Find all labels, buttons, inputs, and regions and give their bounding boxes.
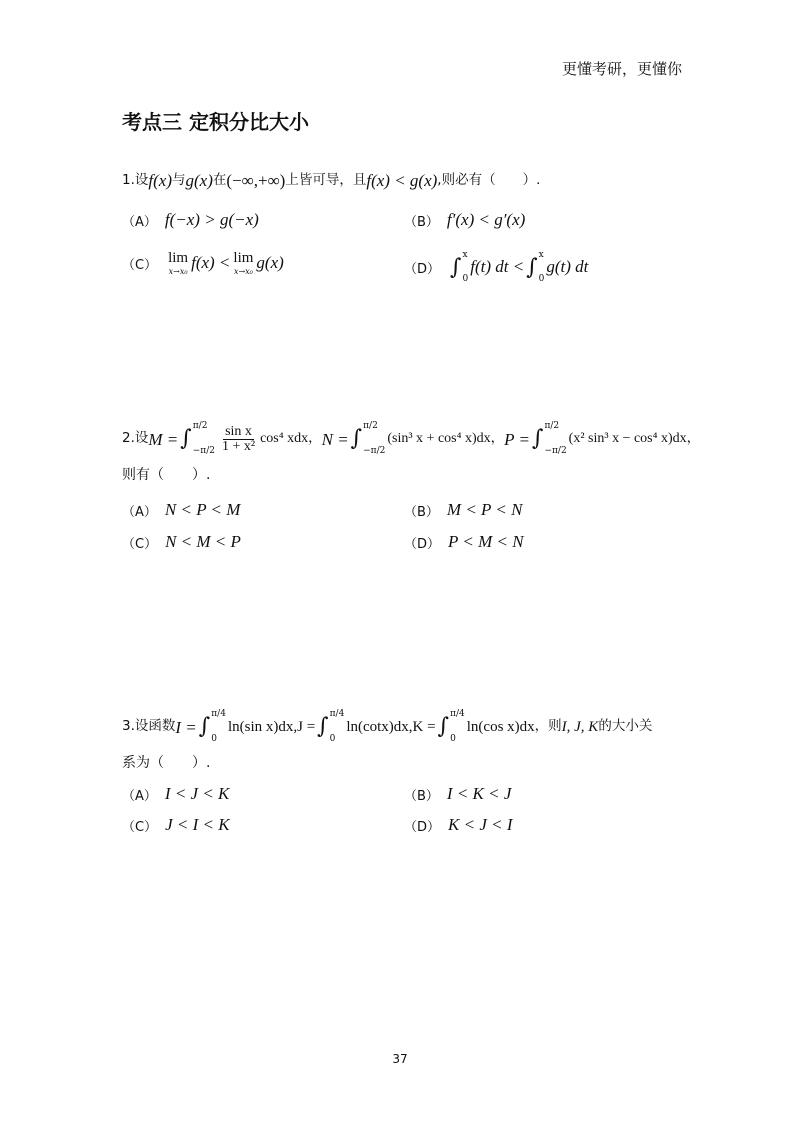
integral-sign: ∫ π/4 0	[437, 709, 465, 744]
integral-sign: ∫ π/2 −π/2	[180, 421, 215, 456]
question-1-option-b[interactable]: （B） f′(x) < g′(x)	[404, 210, 526, 230]
math-fx: f(x)	[148, 171, 172, 190]
integral-sign: ∫ x 0	[526, 250, 545, 284]
question-1	[122, 172, 692, 189]
integral-sign: ∫ π/2 −π/2	[350, 421, 386, 456]
limit-operator: lim x→x₀	[233, 250, 254, 276]
question-2-option-c[interactable]: （C） N < M < P	[122, 532, 241, 552]
integral-sign: ∫ π/4 0	[317, 709, 345, 744]
page-number: 37	[392, 1052, 408, 1066]
question-1-option-a[interactable]: （A） f(−x) > g(−x)	[122, 210, 259, 230]
question-2-option-b[interactable]: （B） M < P < N	[404, 500, 523, 520]
question-number: 1.	[122, 171, 135, 188]
question-1-option-d[interactable]: （D） ∫ x 0 f(t) dt < ∫ x 0 g(t) dt	[404, 250, 589, 284]
question-3-option-c[interactable]: （C） J < I < K	[122, 815, 230, 835]
math-condition: f(x) < g(x)	[366, 171, 438, 190]
question-2: 2. 设 M = ∫ π/2 −π/2 $\frac{\text{sin x}}{\text{1 + x²}}$ cos⁴ xdx ， N = ∫ π/2 −π/2 (sin³ x + cos⁴ x)dx ， P = ∫ π/2 −π/2 (x² sin³ x − cos⁴ x)dx ， 则有（ ）.	[122, 422, 722, 482]
question-3-option-d[interactable]: （D） K < J < I	[404, 815, 513, 835]
page-header: 更懂考研，更懂你	[561, 60, 682, 78]
integral-sign: ∫ π/2 −π/2	[531, 421, 567, 456]
question-2-stem: 2. 设 M = ∫ π/2 −π/2 $\frac{\text{sin x}}{\text{1 + x²}}$ cos⁴ xdx ， N = ∫ π/2 −π/2 (sin³ x + cos⁴ x)dx ， P = ∫ π/2 −π/2 (x² sin³ x − cos⁴ x)dx ，	[122, 421, 701, 456]
question-3-stem: 3. 设函数 I = ∫ π/4 0 ln(sin x)dx,J = ∫ π/4 0 ln(cotx)dx,K = ∫ π/4 0 ln(cos x)dx ，则 I, J, K 的大小关	[122, 709, 653, 744]
question-2-option-d[interactable]: （D） P < M < N	[404, 532, 524, 552]
math-interval: (−∞,+∞)	[226, 171, 286, 190]
question-3: 3. 设函数 I = ∫ π/4 0 ln(sin x)dx,J = ∫ π/4 0 ln(cotx)dx,K = ∫ π/4 0 ln(cos x)dx ，则 I, J, K 的大小关 系为（ ）.	[122, 710, 722, 770]
fraction: $\frac{\text{sin x}}{\text{1 + x²}}$	[221, 423, 256, 454]
integral-sign: ∫ x 0	[450, 250, 469, 284]
question-3-option-a[interactable]: （A） I < J < K	[122, 784, 230, 804]
section-title: 考点三 定积分比大小	[122, 110, 309, 134]
limit-operator: lim x→x₀	[168, 250, 189, 276]
question-1-option-c[interactable]: （C） lim x→x₀ f(x) < lim x→x₀ g(x)	[122, 250, 284, 276]
math-gx: g(x)	[185, 171, 213, 190]
question-3-option-b[interactable]: （B） I < K < J	[404, 784, 512, 804]
question-2-option-a[interactable]: （A） N < P < M	[122, 500, 241, 520]
question-1-stem: 1. 设 f(x) 与 g(x) 在 (−∞,+∞) 上皆可导，且 f(x) < g(x) ,则必有（ ）.	[122, 171, 541, 190]
integral-sign: ∫ π/4 0	[198, 709, 226, 744]
